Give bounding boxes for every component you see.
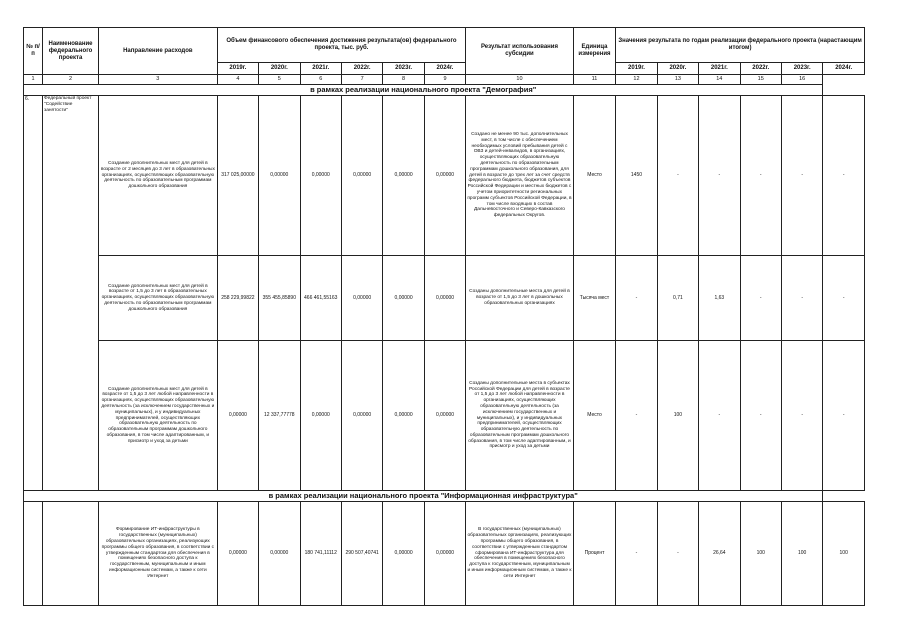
direction-cell: Формирование ИТ-инфраструктуры в государственных (муниципальных) образовательных организациях, реализующих программы общего образования, в соответствии с утвержденным стандартом для обеспечения в помещениях безопасного доступа к государственным, муниципальным и иным информационным системам, а также к сети Интернет bbox=[99, 502, 218, 606]
result-cell: Создано не менее 90 тыс. дополнительных мест, в том числе с обеспечением необходимых условий пребывания детей с ОВЗ и детей-инвалидов, в организациях, осуществляющих образовательную деятельность по образовательным программам дошкольного образования, для детей в возрасте до трех лет за счет средств федерального бюджета, бюджетов субъектов Российской Федерации и местных бюджетов с учетом приоритетности региональных программ субъектов Российской Федерации, в том числе входящих в состав Дальневосточного и Северо-Кавказского федеральных Округов. bbox=[466, 96, 573, 256]
header-year: 2019г. bbox=[616, 63, 657, 75]
row-number bbox=[24, 502, 43, 606]
finance-cell: 0,00000 bbox=[383, 502, 424, 606]
column-number: 13 bbox=[657, 75, 698, 85]
header-year: 2020г. bbox=[657, 63, 698, 75]
value-cell: 100 bbox=[823, 502, 865, 606]
finance-cell: 12 337,77778 bbox=[259, 341, 300, 491]
column-number: 12 bbox=[616, 75, 657, 85]
column-number: 9 bbox=[424, 75, 465, 85]
value-cell: - bbox=[740, 256, 781, 341]
finance-cell: 466 461,55163 bbox=[300, 256, 341, 341]
section-title: в рамках реализации национального проекта "Информационная инфраструктура" bbox=[24, 491, 823, 502]
finance-cell: 0,00000 bbox=[383, 341, 424, 491]
column-number: 6 bbox=[300, 75, 341, 85]
project-name: Федеральный проект "Содействие занятости" bbox=[43, 96, 99, 491]
finance-cell: 0,00000 bbox=[259, 96, 300, 256]
header-year: 2022г. bbox=[341, 63, 382, 75]
unit-cell: Место bbox=[573, 341, 616, 491]
finance-cell: 0,00000 bbox=[424, 341, 465, 491]
direction-cell: Создание дополнительных мест для детей в возрасте от 2 месяцев до 3 лет в образовательных организациях, осуществляющих образовательную деятельность по образовательным программам дошкольного образования bbox=[99, 96, 218, 256]
column-number: 15 bbox=[740, 75, 781, 85]
finance-cell: 0,00000 bbox=[300, 96, 341, 256]
column-number: 8 bbox=[383, 75, 424, 85]
value-cell: - bbox=[616, 256, 657, 341]
project-name bbox=[43, 502, 99, 606]
header-values-group: Значения результата по годам реализации федерального проекта (нарастающим итогом) bbox=[616, 28, 865, 63]
section-title: в рамках реализации национального проекта "Демография" bbox=[24, 85, 823, 96]
table-row bbox=[24, 341, 865, 491]
header-finance-group: Объем финансового обеспечения достижения результата(ов) федерального проекта, тыс. руб. bbox=[217, 28, 466, 63]
value-cell: 1,63 bbox=[699, 256, 740, 341]
value-cell: - bbox=[657, 96, 698, 256]
column-number: 2 bbox=[43, 75, 99, 85]
value-cell: 100 bbox=[657, 341, 698, 491]
header-unit: Единица измерения bbox=[573, 28, 616, 75]
header-year: 2022г. bbox=[740, 63, 781, 75]
column-numbers-row bbox=[24, 75, 865, 85]
column-number: 10 bbox=[466, 75, 573, 85]
table-row bbox=[24, 96, 865, 256]
finance-cell: 180 741,11112 bbox=[300, 502, 341, 606]
value-cell: - bbox=[781, 256, 822, 341]
value-cell: 0,71 bbox=[657, 256, 698, 341]
finance-cell: 317 025,00000 bbox=[217, 96, 258, 256]
header-year: 2021г. bbox=[699, 63, 740, 75]
subsidy-results-table bbox=[23, 27, 865, 606]
header-year: 2019г. bbox=[217, 63, 258, 75]
value-cell: 100 bbox=[740, 502, 781, 606]
header-year: 2021г. bbox=[300, 63, 341, 75]
column-number: 16 bbox=[781, 75, 822, 85]
value-cell: - bbox=[781, 341, 822, 491]
section-row bbox=[24, 85, 865, 96]
finance-cell: 0,00000 bbox=[217, 502, 258, 606]
column-number: 3 bbox=[99, 75, 218, 85]
finance-cell: 0,00000 bbox=[217, 341, 258, 491]
value-cell: - bbox=[823, 96, 865, 256]
header-project-name: Наименование федерального проекта bbox=[43, 28, 99, 75]
direction-cell: Создание дополнительных мест для детей в возрасте от 1,5 до 3 лет в образовательных организациях, осуществляющих образовательную деятельность по образовательным программам дошкольного образования bbox=[99, 256, 218, 341]
finance-cell: 290 507,40741 bbox=[341, 502, 382, 606]
header-year: 2023г. bbox=[781, 63, 822, 75]
result-cell: Созданы дополнительные места для детей в возрасте от 1,5 до 3 лет в дошкольных образовательных организациях bbox=[466, 256, 573, 341]
column-number: 7 bbox=[341, 75, 382, 85]
header-year: 2023г. bbox=[383, 63, 424, 75]
value-cell: 26,64 bbox=[699, 502, 740, 606]
finance-cell: 0,00000 bbox=[300, 341, 341, 491]
unit-cell: Место bbox=[573, 96, 616, 256]
table-row bbox=[24, 256, 865, 341]
value-cell: 1450 bbox=[616, 96, 657, 256]
value-cell: - bbox=[616, 341, 657, 491]
finance-cell: 0,00000 bbox=[424, 256, 465, 341]
finance-cell: 355 455,85890 bbox=[259, 256, 300, 341]
column-number: 1 bbox=[24, 75, 43, 85]
value-cell: - bbox=[699, 96, 740, 256]
finance-cell: 0,00000 bbox=[383, 96, 424, 256]
value-cell: - bbox=[781, 96, 822, 256]
header-direction: Направление расходов bbox=[99, 28, 218, 75]
value-cell: - bbox=[823, 341, 865, 491]
unit-cell: Тысяча мест bbox=[573, 256, 616, 341]
header-year: 2024г. bbox=[424, 63, 465, 75]
column-number: 4 bbox=[217, 75, 258, 85]
unit-cell: Процент bbox=[573, 502, 616, 606]
result-cell: Созданы дополнительные места в субъектах Российской Федерации для детей в возрасте от 1,5 до 3 лет любой направленности в организациях, осуществляющих образовательную деятельность (за исключением государственных и муниципальных), и у индивидуальных предпринимателей, осуществляющих образовательную деятельность по образовательным программам дошкольного образования, в том числе адаптированным, и присмотр и уход за детьми bbox=[466, 341, 573, 491]
direction-cell: Создание дополнительных мест для детей в возрасте от 1,5 до 3 лет любой направленности в организациях, осуществляющих образовательную деятельность (за исключением государственных и муниципальных), и у индивидуальных предпринимателей, осуществляющих образовательную деятельность по образовательным программам дошкольного образования, в том числе адаптированным, и присмотр и уход за детьми bbox=[99, 341, 218, 491]
finance-cell: 258 229,99822 bbox=[217, 256, 258, 341]
value-cell: - bbox=[657, 502, 698, 606]
section-row bbox=[24, 491, 865, 502]
value-cell: - bbox=[699, 341, 740, 491]
finance-cell: 0,00000 bbox=[424, 502, 465, 606]
header-year: 2024г. bbox=[823, 63, 865, 75]
finance-cell: 0,00000 bbox=[383, 256, 424, 341]
row-number: 6. bbox=[24, 96, 43, 491]
value-cell: - bbox=[740, 96, 781, 256]
column-number: 14 bbox=[699, 75, 740, 85]
value-cell: - bbox=[616, 502, 657, 606]
header-number: № п/п bbox=[24, 28, 43, 75]
header-result: Результат использования субсидии bbox=[466, 28, 573, 75]
finance-cell: 0,00000 bbox=[341, 341, 382, 491]
value-cell: - bbox=[823, 256, 865, 341]
result-cell: В государственных (муниципальных) образовательных организациях, реализующих программы общего образования, в соответствии с утвержденным стандартом сформирована ИТ-инфраструктура для обеспечения в помещениях безопасного доступа к государственным, муниципальным и иным информационным системам, а также к сети Интернет bbox=[466, 502, 573, 606]
finance-cell: 0,00000 bbox=[341, 256, 382, 341]
value-cell: - bbox=[740, 341, 781, 491]
table-row bbox=[24, 502, 865, 606]
value-cell: 100 bbox=[781, 502, 822, 606]
finance-cell: 0,00000 bbox=[341, 96, 382, 256]
column-number: 5 bbox=[259, 75, 300, 85]
column-number: 11 bbox=[573, 75, 616, 85]
finance-cell: 0,00000 bbox=[259, 502, 300, 606]
header-year: 2020г. bbox=[259, 63, 300, 75]
finance-cell: 0,00000 bbox=[424, 96, 465, 256]
